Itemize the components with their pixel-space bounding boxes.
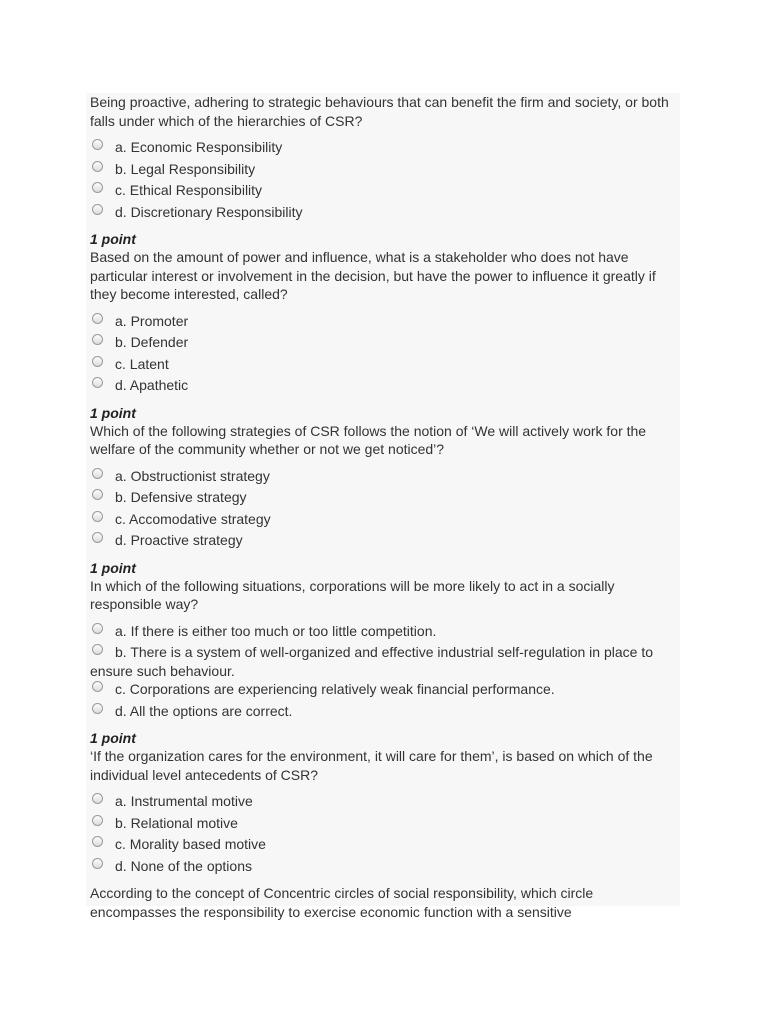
option-label: b. Relational motive	[115, 814, 238, 831]
option-label: b. Defensive strategy	[115, 489, 247, 505]
answer-option[interactable]	[90, 702, 676, 724]
quiz-content	[86, 93, 680, 920]
question-text: Based on the amount of power and influence, what is a stakeholder who does not have particular interest or involvement in the decision, but have the power to influence it greatly if they become interested, called?	[90, 249, 656, 302]
radio-button-icon[interactable]	[92, 356, 103, 367]
answer-option[interactable]	[90, 488, 676, 510]
option-label: c. Corporations are experiencing relatively weak financial performance.	[115, 681, 555, 697]
radio-button-icon[interactable]	[92, 182, 103, 193]
question-3	[90, 404, 676, 553]
option-label: a. Promoter	[115, 312, 189, 329]
option-label: b. There is a system of well-organized and effective industrial self-regulation in place to ensure such behaviour.	[90, 644, 653, 679]
answer-option[interactable]	[90, 333, 676, 355]
radio-button-icon[interactable]	[92, 815, 103, 826]
radio-button-icon[interactable]	[92, 793, 103, 804]
points-label: 1 point	[90, 559, 136, 576]
option-label: b. Legal Responsibility	[115, 160, 256, 177]
option-list	[90, 138, 676, 224]
radio-button-icon[interactable]	[92, 623, 103, 634]
question-text: In which of the following situations, corporations will be more likely to act in a socially responsible way?	[90, 577, 615, 612]
question-2	[90, 230, 676, 398]
option-label: c. Ethical Responsibility	[115, 182, 263, 198]
radio-button-icon[interactable]	[92, 681, 103, 692]
option-label: a. Instrumental motive	[115, 793, 253, 809]
option-list	[90, 467, 676, 553]
points-label: 1 point	[90, 404, 136, 421]
radio-button-icon[interactable]	[92, 644, 103, 655]
points-label: 1 point	[90, 231, 136, 247]
answer-option[interactable]	[90, 376, 676, 398]
question-text: ‘If the organization cares for the environment, it will care for them’, is based on which of the individual level antecedents of CSR?	[90, 748, 653, 783]
answer-option[interactable]	[90, 857, 676, 879]
option-label: b. Defender	[115, 334, 189, 350]
question-text: Which of the following strategies of CSR follows the notion of ‘We will actively work for the welfare of the community whether or not we get noticed’?	[90, 422, 647, 457]
question-4	[90, 559, 676, 724]
question-list	[86, 93, 680, 921]
option-label: a. If there is either too much or too little competition.	[115, 622, 437, 639]
radio-button-icon[interactable]	[92, 489, 103, 500]
answer-option[interactable]	[90, 181, 676, 203]
option-label: c. Morality based motive	[115, 836, 266, 852]
radio-button-icon[interactable]	[92, 377, 103, 388]
answer-option[interactable]	[90, 680, 676, 702]
option-label: a. Obstructionist strategy	[115, 467, 270, 484]
radio-button-icon[interactable]	[92, 334, 103, 345]
answer-option[interactable]	[90, 814, 676, 836]
option-label: d. Discretionary Responsibility	[115, 203, 303, 220]
radio-button-icon[interactable]	[92, 204, 103, 215]
radio-button-icon[interactable]	[92, 836, 103, 847]
option-label: d. None of the options	[115, 857, 252, 874]
answer-option[interactable]	[90, 643, 676, 680]
answer-option[interactable]	[90, 138, 676, 160]
points-label: 1 point	[90, 730, 136, 746]
option-list	[90, 312, 676, 398]
question-1	[90, 93, 676, 224]
answer-option[interactable]	[90, 160, 676, 182]
radio-button-icon[interactable]	[92, 703, 103, 714]
radio-button-icon[interactable]	[92, 139, 103, 150]
answer-option[interactable]	[90, 203, 676, 225]
answer-option[interactable]	[90, 531, 676, 553]
answer-option[interactable]	[90, 355, 676, 377]
radio-button-icon[interactable]	[92, 532, 103, 543]
radio-button-icon[interactable]	[92, 161, 103, 172]
answer-option[interactable]	[90, 510, 676, 532]
option-label: c. Latent	[115, 355, 169, 372]
answer-option[interactable]	[90, 312, 676, 334]
option-label: d. All the options are correct.	[115, 702, 293, 719]
radio-button-icon[interactable]	[92, 313, 103, 324]
radio-button-icon[interactable]	[92, 468, 103, 479]
question-text: Being proactive, adhering to strategic behaviours that can benefit the firm and society, or both falls under which of the hierarchies of CSR?	[90, 94, 669, 129]
option-label: d. Proactive strategy	[115, 532, 243, 548]
question-5	[90, 729, 676, 878]
option-list	[90, 622, 676, 724]
answer-option[interactable]	[90, 622, 676, 644]
answer-option[interactable]	[90, 835, 676, 857]
option-label: a. Economic Responsibility	[115, 139, 283, 155]
answer-option[interactable]	[90, 792, 676, 814]
option-list	[90, 792, 676, 878]
radio-button-icon[interactable]	[92, 858, 103, 869]
question-6	[90, 884, 676, 921]
radio-button-icon[interactable]	[92, 511, 103, 522]
answer-option[interactable]	[90, 467, 676, 489]
option-label: c. Accomodative strategy	[115, 510, 271, 527]
option-label: d. Apathetic	[115, 377, 189, 393]
question-text: According to the concept of Concentric circles of social responsibility, which circle encompasses the responsibility to exercise economic function with a sensitive	[90, 885, 594, 920]
